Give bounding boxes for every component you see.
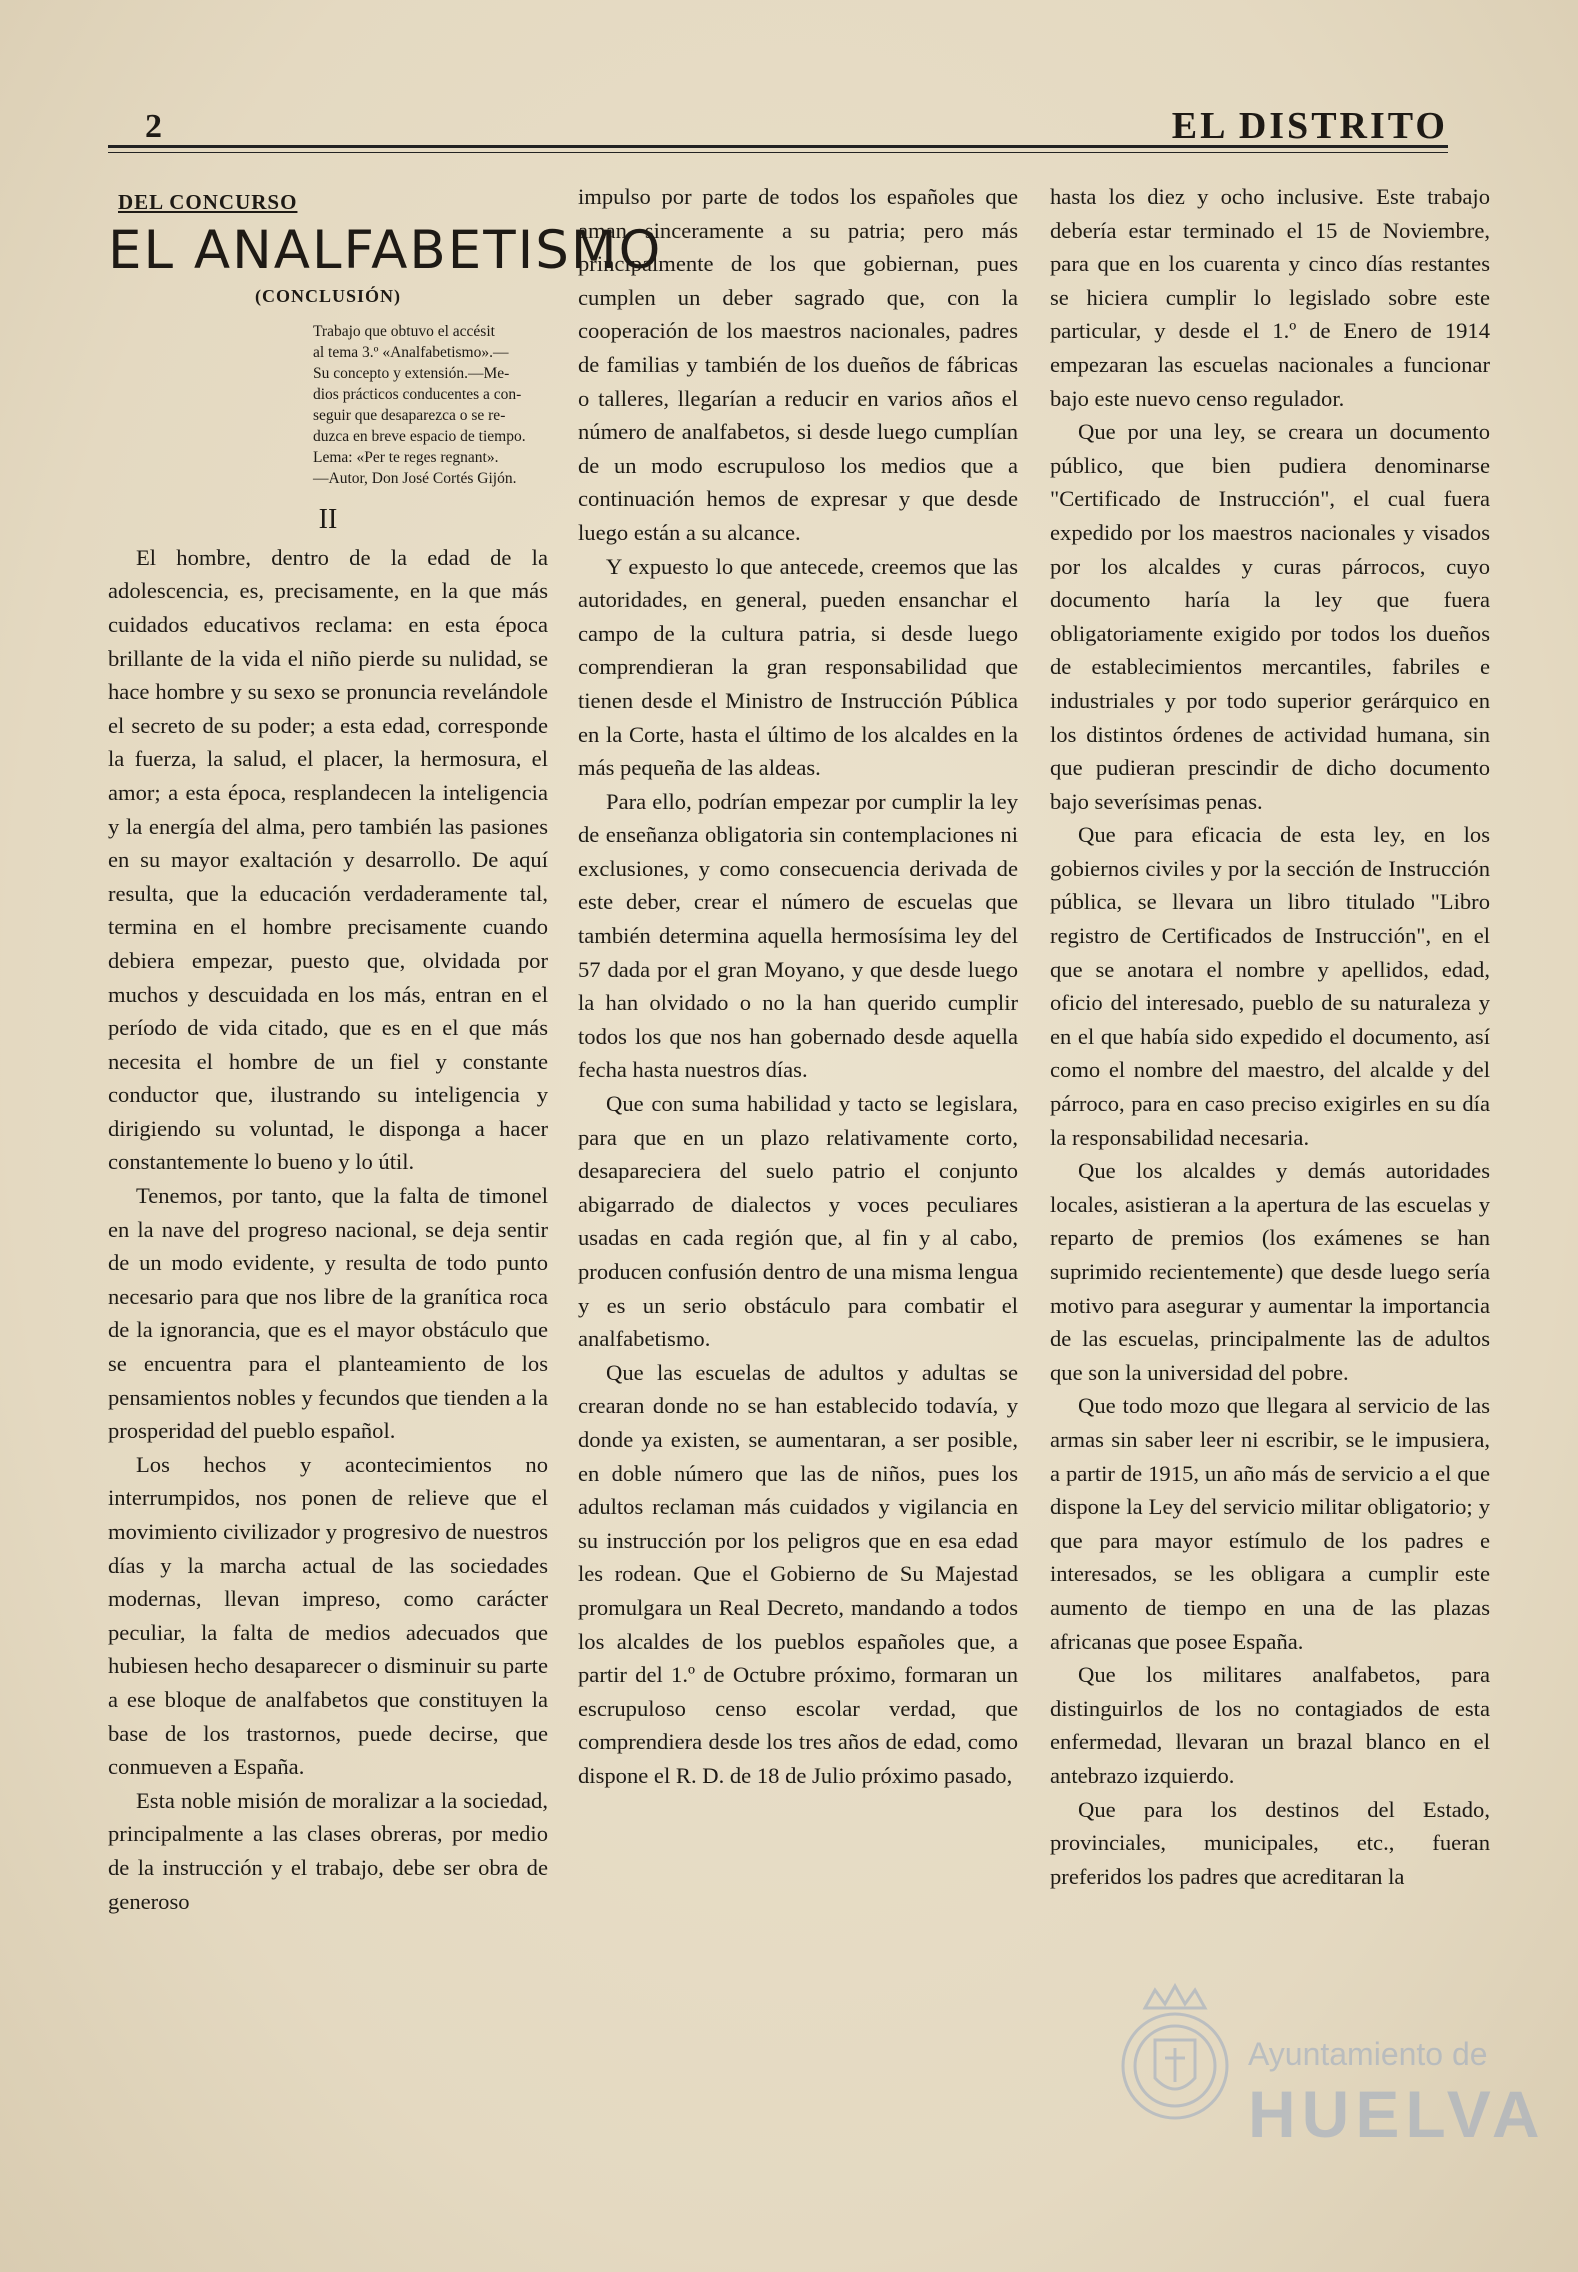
epigraph-line: Lema: «Per te reges regnant». bbox=[313, 449, 499, 467]
epigraph-line: seguir que desaparezca o se re- bbox=[313, 407, 506, 425]
epigraph-line: Trabajo que obtuvo el accésit bbox=[313, 323, 495, 341]
paragraph: El hombre, dentro de la edad de la adolescencia, es, precisamente, en la que más cuidados educativos reclama: en esta época brillante de la vida el niño pierde su nulidad, se hace hombre y su sexo se pronuncia revelándole el secreto de su poder; a esta edad, corresponde la fuerza, la salud, el placer, la hermosura, el amor; a esta época, resplandecen la inteligencia y la energía del alma, pero también las pasiones en su mayor exaltación y desarrollo. De aquí resulta, que la educación verdaderamente tal, termina en el hombre precisamente cuando debiera empezar, puesto que, olvidada por muchos y descuidada en los más, entran en el período de vida citado, que es en el que más necesita el hombre de un fiel y constante conductor que, ilustrando su inteligencia y dirigiendo su voluntad, le disponga a hacer constantemente lo bueno y lo útil. bbox=[108, 544, 548, 1175]
header-rule bbox=[108, 145, 1448, 148]
paragraph: Que por una ley, se creara un documento público, que bien pudiera denominarse "Certificado de Instrucción", el cual fuera expedido por los maestros nacionales y visados por los alcaldes y curas párrocos, cuyo documento haría la ley que fuera obligatoriamente exigido por todos los dueños de establecimientos mercantiles, fabriles e industriales y por todo superior gerárquico en los distintos órdenes de actividad humana, sin que pudieran prescindir de dicho documento bajo severísimas penas. bbox=[1050, 419, 1490, 814]
epigraph-line: Su concepto y extensión.—Me- bbox=[313, 365, 510, 383]
article-kicker: DEL CONCURSO bbox=[118, 190, 298, 214]
epigraph-line: al tema 3.º «Analfabetismo».— bbox=[313, 344, 509, 362]
masthead: EL DISTRITO bbox=[1171, 105, 1448, 147]
column-1 bbox=[108, 180, 663, 1918]
epigraph-line: —Autor, Don José Cortés Gijón. bbox=[313, 470, 517, 488]
paragraph: Que las escuelas de adultos y adultas se crearan donde no se han establecido todavía, y donde ya existen, se aumentaran, a ser posible, en doble número que las de niños, pues los adultos reclaman más cuidados y vigilancia en su instrucción por los peligros que en esa edad les rodean. Que el Gobierno de Su Majestad promulgara un Real Decreto, mandando a todos los alcaldes de los pueblos españoles que, a partir del 1.º de Octubre próximo, formaran un escrupuloso censo escolar verdad, que comprendiera desde los tres años de edad, como dispone el R. D. de 18 de Julio próximo pasado, bbox=[578, 1359, 1018, 1788]
epigraph-line: duzca en breve espacio de tiempo. bbox=[313, 428, 526, 446]
paragraph: Esta noble misión de moralizar a la sociedad, principalmente a las clases obreras, por medio de la instrucción y el trabajo, debe ser obra de generoso bbox=[108, 1787, 548, 1914]
header-rule-thin bbox=[108, 152, 1448, 153]
article-epigraph bbox=[313, 321, 548, 489]
paragraph: impulso por parte de todos los españoles que aman sinceramente a su patria; pero más principalmente de los que gobiernan, pues cumplen un deber sagrado que, con la cooperación de los maestros nacionales, padres de familias y también de los dueños de fábricas o talleres, llegarían a reducir en varios años el número de analfabetos, si desde luego cumplían de un modo escrupuloso los medios que a continuación hemos de expresar y que desde luego están a su alcance. bbox=[578, 184, 1018, 545]
paragraph: Para ello, podrían empezar por cumplir la ley de enseñanza obligatoria sin contemplaciones ni exclusiones, y como consecuencia derivada de este deber, crear el número de escuelas que también determina aquella hermosísima ley del 57 dada por el gran Moyano, y que desde luego la han olvidado o no la han querido cumplir todos los que nos han gobernado desde aquella fecha hasta nuestros días. bbox=[578, 788, 1018, 1083]
page-number: 2 bbox=[145, 108, 163, 145]
paragraph: Que los militares analfabetos, para distinguirlos de los no contagiados de esta enfermedad, llevaran un brazal blanco en el antebrazo izquierdo. bbox=[1050, 1662, 1490, 1788]
paragraph: Los hechos y acontecimientos no interrumpidos, nos ponen de relieve que el movimiento civilizador y progresivo de nuestros días y la marcha actual de las sociedades modernas, llevan impreso, como carácter peculiar, la falta de medios adecuados que hubiesen hecho desaparecer o disminuir su parte a ese bloque de analfabetos que constituyen la base de los trastornos, puede decirse, que conmueven a España. bbox=[108, 1451, 548, 1780]
column-2 bbox=[578, 180, 1018, 1793]
paragraph: Que todo mozo que llegara al servicio de las armas sin saber leer ni escribir, se le impusiera, a partir de 1915, un año más de servicio a el que dispone la Ley del servicio militar obligatorio; y que para mayor estímulo de los padres e interesados, se les obligara a cumplir este aumento de tiempo en una de las plazas africanas que posee España. bbox=[1050, 1393, 1490, 1654]
paragraph: Tenemos, por tanto, que la falta de timonel en la nave del progreso nacional, se deja sentir de un modo evidente, y resulta de todo punto necesario para que nos libre de la granítica roca de la ignorancia, que es el mayor obstáculo que se encuentra para el planteamiento de los pensamientos nobles y fecundos que tienden a la prosperidad del pueblo español. bbox=[108, 1183, 548, 1444]
epigraph-line: dios prácticos conducentes a con- bbox=[313, 386, 522, 404]
paragraph: Y expuesto lo que antecede, creemos que las autoridades, en general, pueden ensanchar el campo de la cultura patria, si desde luego comprendieran la gran responsabilidad que tienen desde el Ministro de Instrucción Pública en la Corte, hasta el último de los alcaldes en la más pequeña de las aldeas. bbox=[578, 553, 1018, 781]
paragraph: Que para eficacia de esta ley, en los gobiernos civiles y por la sección de Instrucción pública, se llevara un libro titulado "Libro registro de Certificados de Instrucción", en el que se anotara el nombre y apellidos, edad, oficio del interesado, pueblo de su naturaleza y en el que había sido expedido el documento, así como el nombre del maestro, del alcalde y del párroco, para en caso preciso exigirles en su día la responsabilidad necesaria. bbox=[1050, 822, 1490, 1150]
paragraph: Que para los destinos del Estado, provinciales, municipales, etc., fueran preferidos los padres que acreditaran la bbox=[1050, 1796, 1490, 1889]
watermark-line-2: HUELVA bbox=[1248, 2077, 1546, 2151]
paragraph: hasta los diez y ocho inclusive. Este trabajo debería estar terminado el 15 de Noviembre, para que en los cuarenta y cinco días restantes se hiciera cumplir lo legislado sobre este particular, y desde el 1.º de Enero de 1914 empezaran las escuelas nacionales a funcionar bajo este nuevo censo regulador. bbox=[1050, 184, 1490, 411]
huelva-coat-of-arms-icon bbox=[1110, 1978, 1240, 2128]
paragraph: Que con suma habilidad y tacto se legislara, para que en un plazo relativamente corto, desapareciera del suelo patrio el conjunto abigarrado de dialectos y voces peculiares usadas en cada región que, al fin y al cabo, producen confusión dentro de una misma lengua y es un serio obstáculo para combatir el analfabetismo. bbox=[578, 1091, 1018, 1352]
article-subtitle: (CONCLUSIÓN) bbox=[254, 285, 401, 306]
paragraph: Que los alcaldes y demás autoridades locales, asistieran a la apertura de las escuelas y reparto de premios (los exámenes se han suprimido recientemente) que desde luego sería motivo para asegurar y aumentar la importancia de las escuelas, principalmente las de adultos que son la universidad del pobre. bbox=[1050, 1158, 1490, 1385]
section-number: II bbox=[318, 504, 338, 536]
article-title: EL ANALFABETISMO bbox=[108, 219, 663, 281]
archive-watermark bbox=[1110, 1978, 1546, 2208]
watermark-line-1: Ayuntamiento de bbox=[1248, 2036, 1488, 2072]
column-3 bbox=[1050, 180, 1490, 1893]
